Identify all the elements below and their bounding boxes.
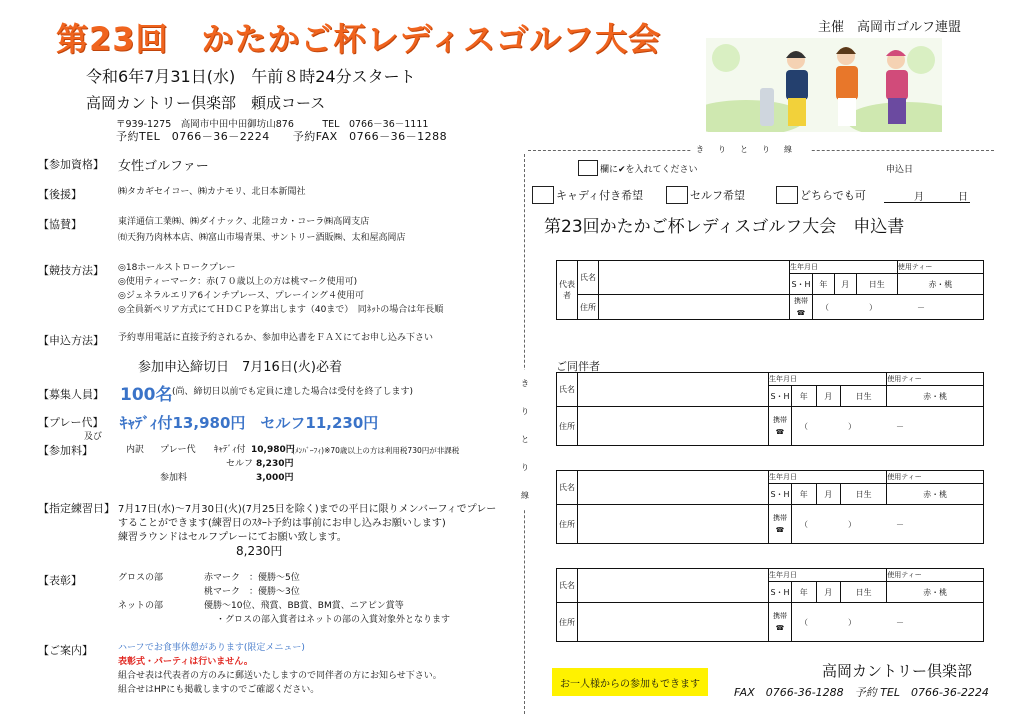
solo-note: お一人様からの参加もできます <box>552 668 708 696</box>
support: ㈱タカギセイコー、㈱カナモリ、北日本新聞社 <box>118 187 306 197</box>
rep-name-field[interactable] <box>599 261 790 295</box>
golfers-illustration <box>706 38 942 132</box>
companion-name-field[interactable] <box>578 373 769 407</box>
tee-label: 使用ティー <box>887 471 984 484</box>
address: 〒939-1275 高岡市中田中田御坊山876 TEL 0766－36－1111 <box>116 119 429 130</box>
birthday: 日生 <box>841 386 887 407</box>
tee-value[interactable]: 赤・桃 <box>887 484 984 505</box>
club-name: 高岡カントリー倶楽部 <box>822 662 973 680</box>
label-qualification: 【参加資格】 <box>38 158 104 171</box>
practice-line: 練習ラウンドはセルフプレーにてお願い致します。 <box>118 532 347 543</box>
birthday: 日生 <box>841 484 887 505</box>
cut-label: きりとり線 <box>692 144 810 155</box>
year: 年 <box>792 484 817 505</box>
option-self: セルフ希望 <box>690 189 745 202</box>
fax-line: FAX 0766-36-1288 予約 TEL 0766-36-2224 <box>734 686 989 699</box>
checkbox-either[interactable] <box>776 186 798 204</box>
address-label: 住所 <box>557 407 578 446</box>
companion-table-2 <box>556 470 984 544</box>
info-hp: 組合せはHPにも掲載しますのでご確認ください。 <box>118 685 320 695</box>
reservation-tel: 予約TEL 0766－36－2224 予約FAX 0766－36－1288 <box>116 130 448 143</box>
option-caddie: キャディ付き希望 <box>556 189 644 202</box>
month-label: 月 <box>914 192 924 203</box>
month: 月 <box>816 386 841 407</box>
address-label: 住所 <box>557 603 578 642</box>
awards-category: ネットの部 <box>118 601 164 611</box>
capacity-number: 100名 <box>120 385 173 405</box>
fee-participation-amount: 3,000円 <box>256 473 294 483</box>
sponsor: 主催 高岡市ゴルフ連盟 <box>818 20 962 35</box>
label-apply: 【申込方法】 <box>38 334 104 347</box>
event-date: 令和6年7月31日(水) 午前８時24分スタート <box>86 67 416 86</box>
month: 月 <box>816 484 841 505</box>
fee-participation: 参加料 <box>160 473 188 483</box>
info-pairing: 組合せ表は代表者の方のみに郵送いたしますので同伴者の方にお知らせ下さい。 <box>118 671 442 681</box>
phone-icon: ☎ <box>775 526 785 534</box>
year: 年 <box>792 386 817 407</box>
rules-line: ◎全員新ペリア方式にてＨＤＣＰを算出します（40まで） 同ﾈｯﾄの場合は年長順 <box>118 305 444 315</box>
awards-detail: ・グロスの部入賞者はネットの部の入賞対象外となります <box>216 615 451 625</box>
day-label: 日 <box>958 192 968 203</box>
checkbox-caddie[interactable] <box>532 186 554 204</box>
rules-line: ◎使用ティーマーク：赤(７０歳以上の方は桃マーク使用可) <box>118 277 358 287</box>
option-either: どちらでも可 <box>800 189 866 202</box>
practice-line: することができます(練習日のｽﾀｰﾄ予約は事前にお申し込みお願いします) <box>118 518 446 529</box>
tee-value[interactable]: 赤・桃 <box>887 386 984 407</box>
fee-self: セルフ <box>226 459 254 469</box>
birthday: 日生 <box>856 274 897 295</box>
mobile-label: 携帯 ☎ <box>769 505 792 544</box>
month: 月 <box>834 274 856 295</box>
month: 月 <box>816 582 841 603</box>
fee-caddie: ｷｬﾃﾞｨ付 <box>214 445 246 455</box>
name-label: 氏名 <box>557 471 578 505</box>
tee-label: 使用ティー <box>897 261 983 274</box>
label-participation: 【参加料】 <box>38 444 93 457</box>
mobile-label: 携帯 ☎ <box>769 603 792 642</box>
tee-value[interactable]: 赤・桃 <box>887 582 984 603</box>
address-label: 住所 <box>578 295 599 320</box>
name-label: 氏名 <box>578 261 599 295</box>
phone-icon: ☎ <box>775 624 785 632</box>
tee-label: 使用ティー <box>887 373 984 386</box>
birth-label: 生年月日 <box>790 261 898 274</box>
cut-label-vertical: きりとり線 <box>520 370 530 510</box>
birthday: 日生 <box>841 582 887 603</box>
tee-value[interactable]: 赤・桃 <box>897 274 983 295</box>
era: S・H <box>769 484 792 505</box>
info-no-party: 表彰式・パーティは行いません。 <box>118 657 253 667</box>
cosponsor-line: 東洋通信工業㈱、㈱ダイナック、北陸コカ・コーラ㈱高岡支店 <box>118 217 370 227</box>
representative-table <box>556 260 984 320</box>
awards-category: グロスの部 <box>118 573 164 583</box>
checkbox-sample <box>578 160 598 176</box>
venue: 高岡カントリー倶楽部 頼成コース <box>86 94 326 112</box>
label-cosponsor: 【協賛】 <box>38 218 82 231</box>
checkbox-self[interactable] <box>666 186 688 204</box>
year: 年 <box>813 274 835 295</box>
name-label: 氏名 <box>557 569 578 603</box>
apply-method: 予約専用電話に直接予約されるか、参加申込書をＦＡＸにてお申し込み下さい <box>118 333 434 343</box>
birth-label: 生年月日 <box>769 373 887 386</box>
tee-label: 使用ティー <box>887 569 984 582</box>
rules-line: ◎ジェネラルエリア6インチプレース、プレーイング４使用可 <box>118 291 365 301</box>
form-title: 第23回かたかご杯レディスゴルフ大会 申込書 <box>544 217 905 237</box>
companion-address-field[interactable] <box>578 505 769 544</box>
companion-name-field[interactable] <box>578 471 769 505</box>
fee-price: ｷｬﾃﾞｨ付13,980円 セルフ11,230円 <box>120 414 379 432</box>
awards-detail: 優勝～10位、飛賞、BB賞、BM賞、ニアピン賞等 <box>204 601 404 611</box>
awards-detail: 赤マーク ：優勝～5位 <box>204 573 300 583</box>
year: 年 <box>792 582 817 603</box>
label-practice: 【指定練習日】 <box>38 502 115 515</box>
rep-address-field[interactable] <box>599 295 790 320</box>
practice-price: 8,230円 <box>236 544 283 558</box>
label-support: 【後援】 <box>38 188 82 201</box>
companion-mobile-field[interactable]: （ ） － <box>792 407 984 446</box>
fee-self-amount: 8,230円 <box>256 459 294 469</box>
label-capacity: 【募集人員】 <box>38 388 104 401</box>
mobile-label: 携帯 ☎ <box>790 295 813 320</box>
deadline: 参加申込締切日 7月16日(火)必着 <box>138 360 342 375</box>
era: S・H <box>769 582 792 603</box>
apply-date-label: 申込日 <box>886 165 914 175</box>
companion-mobile-field[interactable]: （ ） － <box>792 603 984 642</box>
info-meal: ハーフでお食事休憩があります(限定メニュー) <box>118 643 305 653</box>
companion-mobile-field[interactable]: （ ） － <box>792 505 984 544</box>
fee-breakdown-label: 内訳 <box>126 445 145 455</box>
fee-play: プレー代 <box>160 445 196 455</box>
awards-detail: 桃マーク ：優勝～3位 <box>204 587 300 597</box>
label-awards: 【表彰】 <box>38 574 82 587</box>
companion-address-field[interactable] <box>578 407 769 446</box>
capacity-note: (尚、締切日以前でも定員に達した場合は受付を終了します) <box>172 387 414 397</box>
era: S・H <box>790 274 813 295</box>
companion-table-3 <box>556 568 984 642</box>
rules-line: ◎18ホールストロークプレー <box>118 263 236 273</box>
rep-mobile-field[interactable]: （ ） － <box>813 295 984 320</box>
address-label: 住所 <box>557 505 578 544</box>
page-title: 第23回 かたかご杯レディスゴルフ大会 <box>56 20 661 58</box>
birth-label: 生年月日 <box>769 471 887 484</box>
companion-name-field[interactable] <box>578 569 769 603</box>
era: S・H <box>769 386 792 407</box>
label-and: 及び <box>84 432 103 442</box>
qualification: 女性ゴルファー <box>118 159 209 174</box>
name-label: 氏名 <box>557 373 578 407</box>
companion-label: ご同伴者 <box>556 360 600 373</box>
companion-address-field[interactable] <box>578 603 769 642</box>
companion-table-1 <box>556 372 984 446</box>
mobile-label: 携帯 ☎ <box>769 407 792 446</box>
cosponsor-line: ㈲天狗乃肉林本店、㈱富山市場青果、サントリー酒販㈱、太和屋高岡店 <box>118 233 406 243</box>
label-info: 【ご案内】 <box>38 644 93 657</box>
fee-member-note: (ﾒﾝﾊﾞｰﾌｨ)※70歳以上の方は利用税730円が非課税 <box>292 446 460 455</box>
check-note: 欄に✔を入れてください <box>600 165 698 175</box>
phone-icon: ☎ <box>796 309 806 317</box>
birth-label: 生年月日 <box>769 569 887 582</box>
practice-line: 7月17日(水)～7月30日(火)(7月25日を除く)までの平日に限りメンバーフィでプレー <box>118 504 497 515</box>
label-rules: 【競技方法】 <box>38 264 104 277</box>
fee-caddie-amount: 10,980円 <box>251 445 295 455</box>
phone-icon: ☎ <box>775 428 785 436</box>
label-fee: 【プレー代】 <box>38 416 104 429</box>
rep-label: 代表者 <box>557 261 578 320</box>
